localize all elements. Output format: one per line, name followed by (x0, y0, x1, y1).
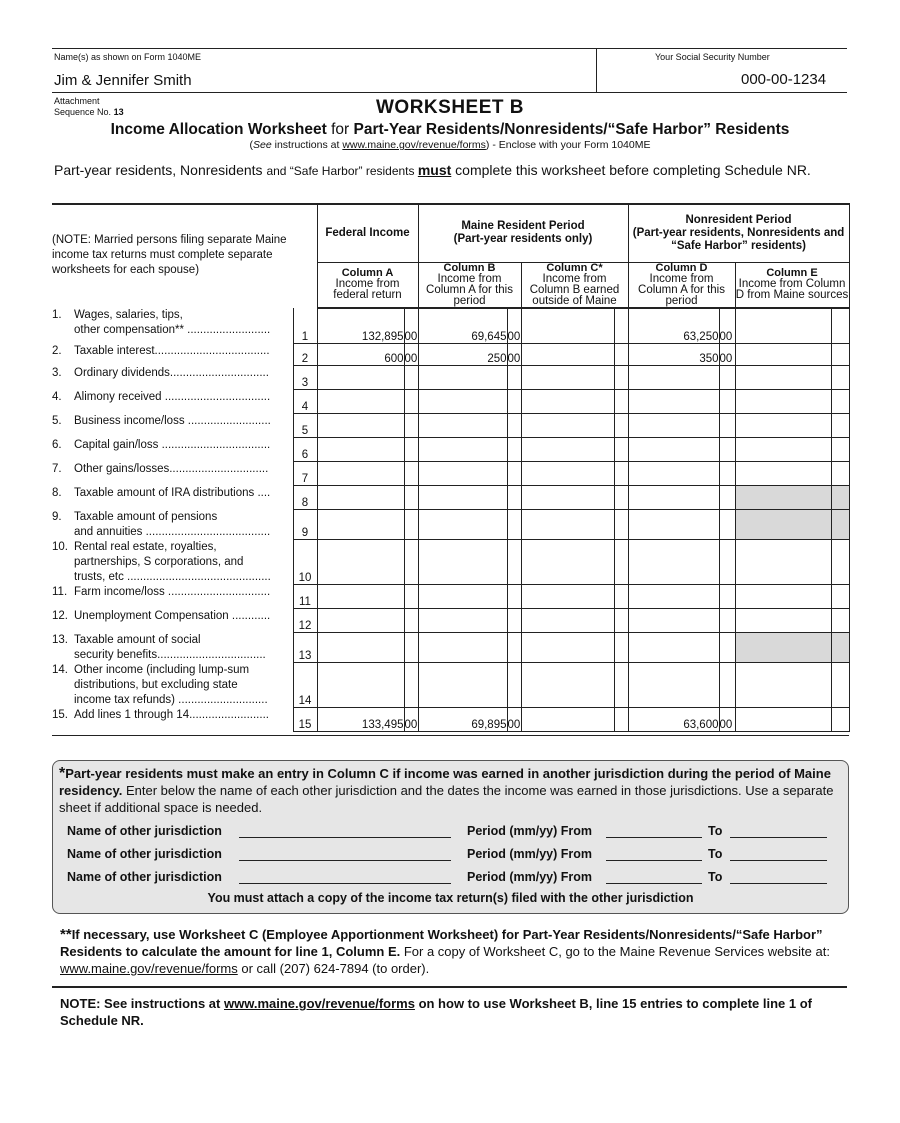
column-a-cents[interactable] (404, 663, 418, 708)
worksheet-subtitle: Income Allocation Worksheet for Part-Year Residents/Nonresidents/“Safe Harbor” Residents (110, 121, 790, 138)
column-a-cents[interactable]: 00 (404, 308, 418, 344)
line-description: 6. Capital gain/loss .................................. (52, 438, 271, 451)
column-d-amount[interactable] (628, 540, 719, 585)
column-c-amount[interactable] (521, 344, 614, 366)
column-e-amount[interactable] (735, 344, 831, 366)
line-number: 3 (293, 366, 317, 390)
column-a-cents[interactable] (404, 486, 418, 510)
column-c-amount[interactable] (521, 414, 614, 438)
column-a-header: Column A Income from federal return (317, 262, 418, 308)
worksheet-c-link[interactable]: www.maine.gov/revenue/forms (60, 961, 238, 976)
column-b-amount[interactable] (418, 585, 507, 609)
line-description: 14. Other income (including lump-sum distributions, but excluding state income tax refunds) ............................ (52, 663, 268, 706)
column-d-cents[interactable]: 00 (719, 308, 735, 344)
nonresident-period-header: Nonresident Period (Part-year residents, Nonresidents and “Safe Harbor” residents) (628, 204, 849, 262)
line-description: 15. Add lines 1 through 14......................... (52, 708, 269, 721)
column-d-cents[interactable] (719, 609, 735, 633)
column-c-cents[interactable] (614, 609, 628, 633)
column-e-cents[interactable] (831, 390, 849, 414)
column-b-amount[interactable] (418, 438, 507, 462)
column-d-cents[interactable] (719, 462, 735, 486)
column-b-cents[interactable]: 00 (507, 344, 521, 366)
period-from-input[interactable] (606, 860, 702, 861)
column-e-amount[interactable] (735, 708, 831, 732)
column-b-cents[interactable] (507, 510, 521, 540)
line-number: 14 (293, 663, 317, 708)
column-e-cents[interactable] (831, 708, 849, 732)
column-c-amount[interactable] (521, 486, 614, 510)
column-d-amount[interactable]: 63,250 (628, 308, 719, 344)
column-d-amount[interactable] (628, 390, 719, 414)
ssn-field[interactable]: 000-00-1234 (741, 71, 827, 88)
column-c-cents[interactable] (614, 540, 628, 585)
line-number: 7 (293, 462, 317, 486)
column-c-cents[interactable] (614, 633, 628, 663)
line-number: 1 (293, 308, 317, 344)
maine-period-header: Maine Resident Period (Part-year residents only) (418, 204, 628, 262)
line-number: 4 (293, 390, 317, 414)
column-a-cents[interactable]: 00 (404, 344, 418, 366)
column-b-amount[interactable] (418, 390, 507, 414)
federal-income-header: Federal Income (317, 204, 418, 262)
period-from-label: Period (mm/yy) From (467, 847, 593, 861)
line-number: 15 (293, 708, 317, 732)
column-b-cents[interactable] (507, 486, 521, 510)
line-number: 2 (293, 344, 317, 366)
line-number: 9 (293, 510, 317, 540)
column-a-cents[interactable] (404, 438, 418, 462)
column-e-amount[interactable] (735, 585, 831, 609)
column-b-cents[interactable] (507, 414, 521, 438)
column-a-cents[interactable] (404, 462, 418, 486)
column-c-amount[interactable] (521, 609, 614, 633)
column-d-cents[interactable] (719, 585, 735, 609)
column-b-amount[interactable]: 250 (418, 344, 507, 366)
column-b-header: Column B Income from Column A for this period (418, 262, 521, 308)
ssn-label: Your Social Security Number (655, 52, 770, 62)
column-e-cents[interactable] (831, 540, 849, 585)
name-field[interactable]: Jim & Jennifer Smith (54, 72, 192, 89)
period-to-label: To (708, 824, 723, 838)
column-b-amount[interactable] (418, 414, 507, 438)
column-c-amount[interactable] (521, 510, 614, 540)
column-c-cents[interactable] (614, 366, 628, 390)
column-e-cents[interactable] (831, 344, 849, 366)
column-d-cents[interactable] (719, 540, 735, 585)
column-b-cents[interactable] (507, 366, 521, 390)
column-b-cents[interactable] (507, 390, 521, 414)
column-d-cents[interactable] (719, 390, 735, 414)
worksheet-c-footnote: **If necessary, use Worksheet C (Employee Apportionment Worksheet) for Part-Year Residents/Nonresidents/“Safe Harbor” Residents to calculate the amount for line 1, Column E. For a copy of Worksheet C, go to the Maine Revenue Services website at: www.maine.gov/revenue/forms or call (207) 624-7894 (to order). (60, 926, 830, 976)
period-to-input[interactable] (730, 883, 827, 884)
column-e-amount[interactable] (735, 462, 831, 486)
period-from-input[interactable] (606, 883, 702, 884)
jurisdiction-input[interactable] (239, 883, 451, 884)
column-e-amount[interactable] (735, 540, 831, 585)
column-e-amount[interactable] (735, 609, 831, 633)
column-a-amount[interactable] (317, 540, 404, 585)
line-number: 13 (293, 633, 317, 663)
column-d-amount[interactable] (628, 414, 719, 438)
column-a-amount[interactable] (317, 585, 404, 609)
column-c-cents[interactable] (614, 308, 628, 344)
column-e-cents[interactable] (831, 462, 849, 486)
column-d-amount[interactable]: 63,600 (628, 708, 719, 732)
line-number: 10 (293, 540, 317, 585)
column-c-cents[interactable] (614, 486, 628, 510)
column-d-amount[interactable] (628, 585, 719, 609)
instructions-link[interactable]: www.maine.gov/revenue/forms (342, 139, 486, 151)
table-row (52, 486, 849, 510)
line-number: 12 (293, 609, 317, 633)
column-a-amount[interactable] (317, 462, 404, 486)
line-number: 11 (293, 585, 317, 609)
jurisdiction-label: Name of other jurisdiction (67, 824, 222, 838)
column-d-amount[interactable] (628, 438, 719, 462)
column-c-amount[interactable] (521, 390, 614, 414)
column-a-amount[interactable] (317, 663, 404, 708)
column-a-amount[interactable]: 133,495 (317, 708, 404, 732)
column-e-cents[interactable] (831, 633, 849, 663)
column-e-amount[interactable] (735, 633, 831, 663)
column-a-amount[interactable] (317, 510, 404, 540)
column-a-cents[interactable] (404, 510, 418, 540)
attach-return-note: You must attach a copy of the income tax return(s) filed with the other jurisdiction (207, 891, 694, 905)
column-a-amount[interactable] (317, 609, 404, 633)
income-allocation-table (52, 203, 850, 732)
column-b-cents[interactable] (507, 663, 521, 708)
line-description: 8. Taxable amount of IRA distributions .... (52, 486, 271, 499)
column-c-cents[interactable] (614, 510, 628, 540)
table-row (52, 663, 849, 708)
column-d-cents[interactable] (719, 486, 735, 510)
table-row (52, 540, 849, 585)
spouse-note: (NOTE: Married persons filing separate Maine income tax returns must complete separate worksheets for each spouse) (52, 204, 317, 308)
line-description: 4. Alimony received ................................. (52, 390, 271, 403)
column-e-cents[interactable] (831, 438, 849, 462)
period-to-input[interactable] (730, 837, 827, 838)
column-c-amount[interactable] (521, 308, 614, 344)
column-b-amount[interactable] (418, 540, 507, 585)
column-b-cents[interactable] (507, 438, 521, 462)
line-number: 5 (293, 414, 317, 438)
column-a-amount[interactable] (317, 633, 404, 663)
table-row (52, 633, 849, 663)
column-d-amount[interactable]: 350 (628, 344, 719, 366)
column-e-amount[interactable] (735, 438, 831, 462)
column-b-amount[interactable] (418, 663, 507, 708)
table-row (52, 462, 849, 486)
intro-text: Part-year residents, Nonresidents and “Safe Harbor” residents must complete this worksheet before completing Schedule NR. (54, 162, 811, 178)
column-d-cents[interactable] (719, 663, 735, 708)
column-c-cents[interactable] (614, 390, 628, 414)
period-to-label: To (708, 870, 723, 884)
note-link[interactable]: www.maine.gov/revenue/forms (223, 996, 415, 1011)
column-a-amount[interactable] (317, 486, 404, 510)
column-d-amount[interactable] (628, 486, 719, 510)
line-description: 1. Wages, salaries, tips, other compensation** .......................... (52, 308, 271, 336)
column-e-amount[interactable] (735, 510, 831, 540)
column-d-cents[interactable]: 00 (719, 344, 735, 366)
column-c-cents[interactable] (614, 663, 628, 708)
column-d-amount[interactable] (628, 510, 719, 540)
period-to-label: To (708, 847, 723, 861)
column-a-amount[interactable]: 132,895 (317, 308, 404, 344)
column-e-header: Column E Income from Column D from Maine sources (735, 262, 849, 308)
jurisdiction-input[interactable] (239, 860, 451, 861)
schedule-nr-note: NOTE: See instructions at www.maine.gov/revenue/forms on how to use Worksheet B, line 15 entries to complete line 1 of Schedule NR. (60, 996, 813, 1028)
table-row (52, 585, 849, 609)
table-row (52, 414, 849, 438)
table-row (52, 708, 849, 732)
worksheet-title: WORKSHEET B (376, 97, 524, 118)
period-to-input[interactable] (730, 860, 827, 861)
line-description: 10. Rental real estate, royalties, partnerships, S corporations, and trusts, etc ............................................. (52, 540, 271, 583)
period-from-input[interactable] (606, 837, 702, 838)
column-e-amount[interactable] (735, 663, 831, 708)
column-b-cents[interactable] (507, 462, 521, 486)
column-e-cents[interactable] (831, 308, 849, 344)
column-b-amount[interactable]: 69,895 (418, 708, 507, 732)
column-b-cents[interactable] (507, 540, 521, 585)
column-b-amount[interactable] (418, 462, 507, 486)
column-d-amount[interactable] (628, 609, 719, 633)
other-jurisdiction-box (52, 760, 849, 914)
column-a-amount[interactable] (317, 390, 404, 414)
column-d-header: Column D Income from Column A for this period (628, 262, 735, 308)
column-a-cents[interactable] (404, 366, 418, 390)
column-b-cents[interactable] (507, 633, 521, 663)
column-b-amount[interactable] (418, 609, 507, 633)
attachment-sequence: Attachment Sequence No. 13 (54, 96, 124, 117)
line-description: 5. Business income/loss .......................... (52, 414, 271, 427)
column-e-cents[interactable] (831, 609, 849, 633)
column-e-cents[interactable] (831, 510, 849, 540)
column-c-cents[interactable] (614, 708, 628, 732)
line-number: 8 (293, 486, 317, 510)
column-b-amount[interactable]: 69,645 (418, 308, 507, 344)
jurisdiction-label: Name of other jurisdiction (67, 847, 222, 861)
column-c-amount[interactable] (521, 366, 614, 390)
column-d-cents[interactable] (719, 366, 735, 390)
column-a-cents[interactable] (404, 585, 418, 609)
column-e-amount[interactable] (735, 390, 831, 414)
period-from-label: Period (mm/yy) From (467, 824, 593, 838)
column-e-amount[interactable] (735, 486, 831, 510)
column-b-amount[interactable] (418, 486, 507, 510)
column-d-cents[interactable]: 00 (719, 708, 735, 732)
column-c-cents[interactable] (614, 414, 628, 438)
column-d-cents[interactable] (719, 438, 735, 462)
line-description: 9. Taxable amount of pensions and annuities ....................................... (52, 510, 271, 538)
column-a-cents[interactable] (404, 633, 418, 663)
table-row (52, 510, 849, 540)
column-c-cents[interactable] (614, 585, 628, 609)
line-description: 2. Taxable interest.................................... (52, 344, 270, 357)
column-c-amount[interactable] (521, 462, 614, 486)
table-row (52, 308, 849, 344)
column-a-amount[interactable] (317, 438, 404, 462)
column-e-cents[interactable] (831, 486, 849, 510)
column-e-cents[interactable] (831, 663, 849, 708)
column-d-cents[interactable] (719, 510, 735, 540)
column-e-amount[interactable] (735, 308, 831, 344)
column-d-amount[interactable] (628, 462, 719, 486)
column-c-amount[interactable] (521, 438, 614, 462)
column-e-cents[interactable] (831, 414, 849, 438)
column-c-amount[interactable] (521, 633, 614, 663)
line-description: 13. Taxable amount of social security benefits.................................. (52, 633, 266, 661)
line-description: 3. Ordinary dividends............................... (52, 366, 269, 379)
table-row (52, 344, 849, 366)
column-e-cents[interactable] (831, 366, 849, 390)
line-description: 12. Unemployment Compensation ............ (52, 609, 271, 622)
column-c-amount[interactable] (521, 708, 614, 732)
column-e-amount[interactable] (735, 414, 831, 438)
column-a-amount[interactable] (317, 414, 404, 438)
column-b-cents[interactable] (507, 609, 521, 633)
column-a-cents[interactable] (404, 609, 418, 633)
column-d-amount[interactable] (628, 663, 719, 708)
column-e-amount[interactable] (735, 366, 831, 390)
column-d-cents[interactable] (719, 633, 735, 663)
name-label: Name(s) as shown on Form 1040ME (54, 52, 202, 62)
column-b-cents[interactable]: 00 (507, 708, 521, 732)
jurisdiction-input[interactable] (239, 837, 451, 838)
column-b-cents[interactable] (507, 585, 521, 609)
column-c-cents[interactable] (614, 344, 628, 366)
jurisdiction-label: Name of other jurisdiction (67, 870, 222, 884)
column-c-amount[interactable] (521, 585, 614, 609)
column-b-amount[interactable] (418, 633, 507, 663)
column-c-cents[interactable] (614, 462, 628, 486)
column-c-amount[interactable] (521, 540, 614, 585)
column-a-cents[interactable] (404, 414, 418, 438)
instructions-line: (See instructions at www.maine.gov/revenue/forms) - Enclose with your Form 1040ME (249, 139, 651, 151)
period-from-label: Period (mm/yy) From (467, 870, 593, 884)
line-description: 7. Other gains/losses............................... (52, 462, 269, 475)
table-row (52, 390, 849, 414)
column-b-cents[interactable]: 00 (507, 308, 521, 344)
column-a-amount[interactable] (317, 366, 404, 390)
column-a-cents[interactable] (404, 540, 418, 585)
column-c-instructions: *Part-year residents must make an entry in Column C if income was earned in another jurisdiction during the period of Maine residency. Enter below the name of each other jurisdiction and the dates the income was earned in those jurisdictions. Use a separate sheet if additional space is needed. (59, 765, 834, 815)
column-a-cents[interactable]: 00 (404, 708, 418, 732)
column-b-amount[interactable] (418, 510, 507, 540)
column-d-amount[interactable] (628, 366, 719, 390)
line-number: 6 (293, 438, 317, 462)
column-a-cents[interactable] (404, 390, 418, 414)
line-description: 11. Farm income/loss ................................ (52, 585, 271, 598)
column-d-amount[interactable] (628, 633, 719, 663)
column-c-amount[interactable] (521, 663, 614, 708)
column-a-amount[interactable]: 600 (317, 344, 404, 366)
column-e-cents[interactable] (831, 585, 849, 609)
column-b-amount[interactable] (418, 366, 507, 390)
table-row (52, 366, 849, 390)
table-row (52, 609, 849, 633)
column-d-cents[interactable] (719, 414, 735, 438)
column-c-header: Column C* Income from Column B earned outside of Maine (521, 262, 628, 308)
table-row (52, 438, 849, 462)
column-c-cents[interactable] (614, 438, 628, 462)
